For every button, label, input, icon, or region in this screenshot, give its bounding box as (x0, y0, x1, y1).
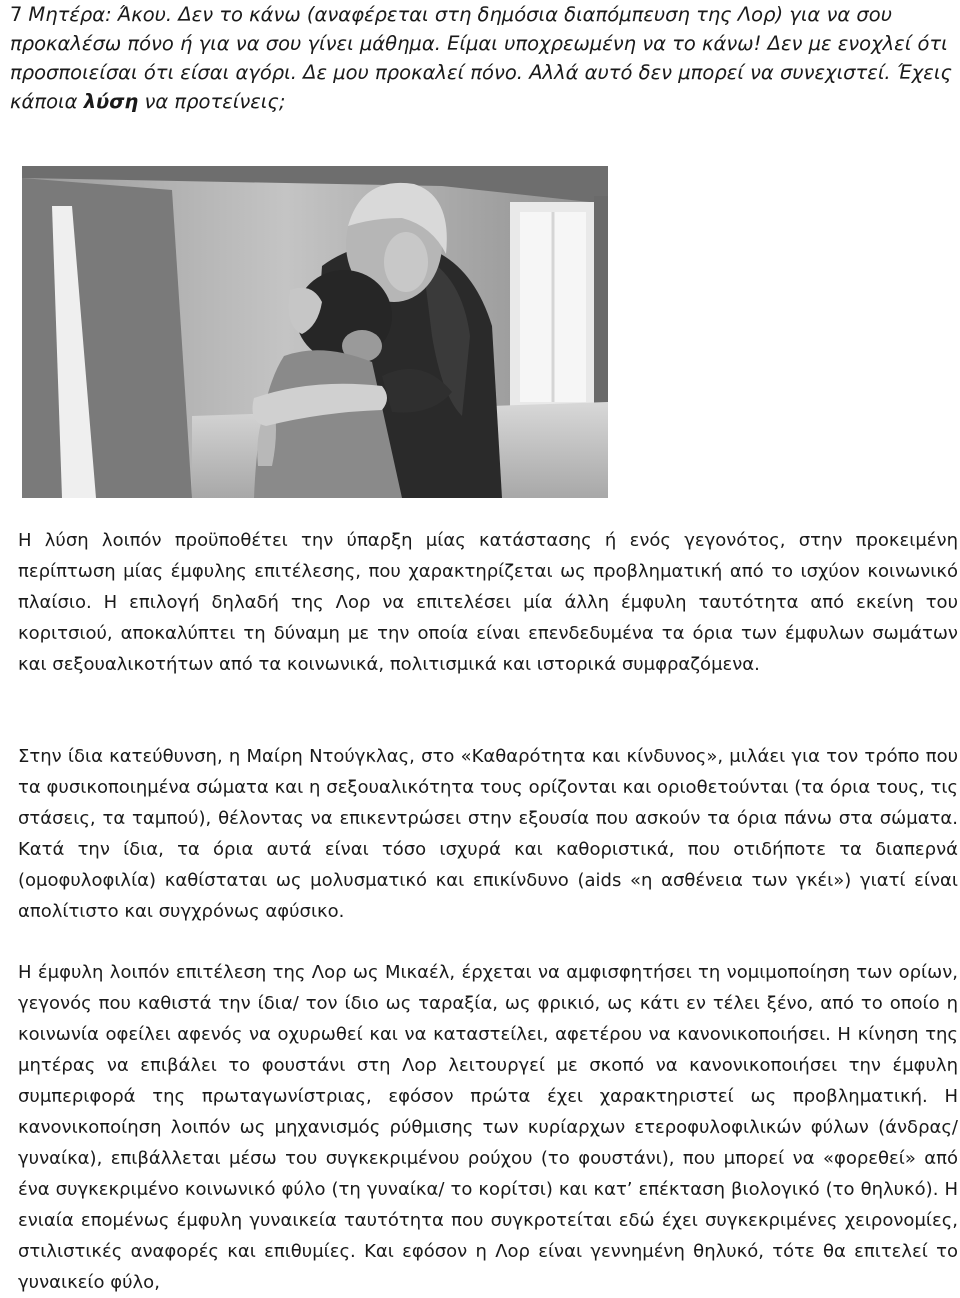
quote-text: Μητέρα: Άκου. Δεν το κάνω (αναφέρεται στη δημόσια διαπόμπευση της Λορ) για να σου προκαλέσω πόνο ή για να σου γίνει μάθημα. Είμαι υποχρεωμένη να το κάνω! Δεν με ενοχλεί ότι προσποιείσαι ότι είσαι αγόρι. Δε μου προκαλεί πόνο. Αλλά αυτό δεν μπορεί να συνεχιστεί. Έχεις κάποια (10, 3, 952, 113)
body-paragraph: Στην ίδια κατεύθυνση, η Μαίρη Ντούγκλας, στο «Καθαρότητα και κίνδυνος», μιλάει για τον τρόπο που τα φυσικοποιημένα σώματα και η σεξουαλικότητα τους ορίζονται και οριοθετούνται (τα όρια τους, τις στάσεις, τα ταμπού), θέλοντας να επικεντρώσει στην εξουσία που ασκούν τα όρια πάνω στα σώματα. Κατά την ίδια, τα όρια αυτά είναι τόσο ισχυρά και καθοριστικά, που οτιδήποτε τα διαπερνά (ομοφυλοφιλία) καθίσταται ως μολυσματικό και επικίνδυνο (aids «η ασθένεια των γκέι») γιατί είναι απολίτιστο και συγχρόνως αφύσικο. (18, 746, 958, 922)
quote-text-end: να προτείνεις; (144, 90, 286, 113)
footnote-number: 7 (10, 3, 23, 26)
film-still-photo (22, 166, 608, 498)
photo-mother-embracing-child (22, 166, 608, 498)
body-paragraph: Η έμφυλη λοιπόν επιτέλεση της Λορ ως Μικαέλ, έρχεται να αμφισφητήσει τη νομιμοποίηση των ορίων, γεγονός που καθιστά την ίδια/ τον ίδιο ως ταραξία, ως φρικιό, ως κάτι εν τέλει ξένο, από το οποίο η κοινωνία οφείλει αφενός να οχυρωθεί και να καταστείλει, αφετέρου να κανονικοποιήσει. Η κίνηση της μητέρας να επιβάλει το φουστάνι στη Λορ λειτουργεί με σκοπό να κανονικοποιήσει την έμφυλη συμπεριφορά της πρωταγωνίστριας, εφόσον πρώτα έχει χαρακτηριστεί ως προβληματική. Η κανονικοποίηση λοιπόν ως μηχανισμός ρύθμισης των κυρίαρχων ετεροφυλοφιλικών φύλων (άνδρας/ γυναίκα), επιβάλλεται μέσω του συγκεκριμένου ρούχου (το φουστάνι), που μπορεί να «φορεθεί» από ένα συγκεκριμένο κοινωνικό φύλο (τη γυναίκα/ το κορίτσι) και κατ’ επέκταση βιολογικό (το θηλυκό). Η ενιαία επομένως έμφυλη γυναικεία ταυτότητα που συγκροτείται εδώ έχει συγκεκριμένες χειρονομίες, στιλιστικές αναφορές και επιθυμίες. Και εφόσον η Λορ είναι γεννημένη θηλυκό, τότε θα επιτελεί το γυναικείο φύλο, (18, 962, 958, 1293)
body-paragraph: Η λύση λοιπόν προϋποθέτει την ύπαρξη μίας κατάστασης ή ενός γεγονότος, στην προκειμένη περίπτωση μίας έμφυλης επιτέλεσης, που χαρακτηρίζεται ως προβληματική από το ισχύον κοινωνικό πλαίσιο. Η επιλογή δηλαδή της Λορ να επιτελέσει μία άλλη έμφυλη ταυτότητα από εκείνη του κοριτσιού, αποκαλύπτει τη δύναμη με την οποία είναι επενδεδυμένα τα όρια των έμφυλων σωμάτων και σεξουαλικοτήτων από τα κοινωνικά, πολιτισμικά και ιστορικά συμφραζόμενα. (18, 530, 958, 675)
dialogue-quote (10, 0, 955, 116)
quote-bold-word: λύση (83, 90, 139, 113)
